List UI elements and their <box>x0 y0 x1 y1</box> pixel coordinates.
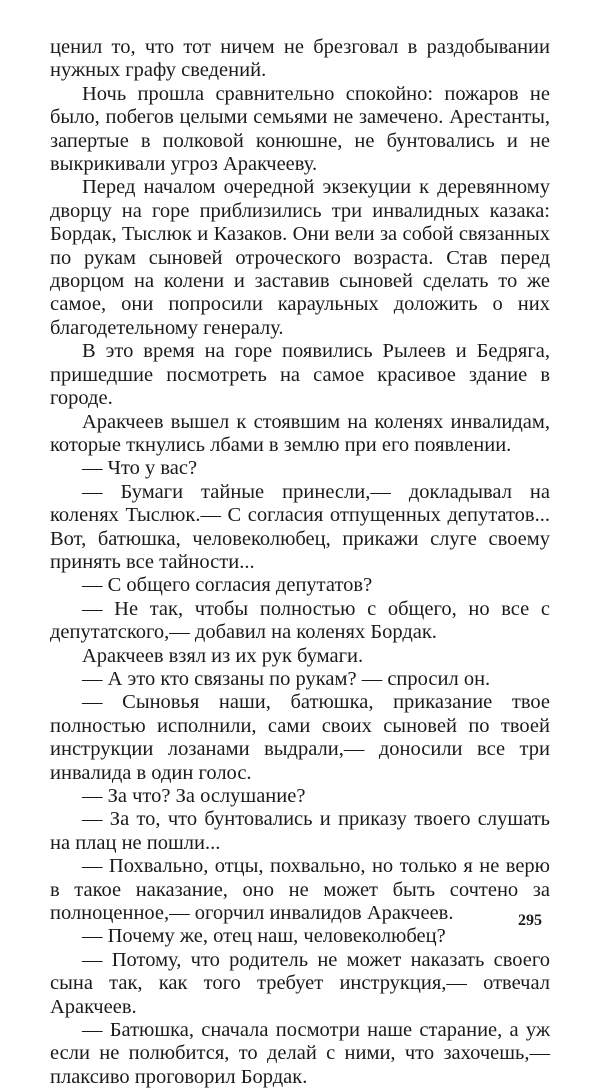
paragraph: Аракчеев взял из их рук бумаги. <box>82 644 364 667</box>
dialogue-line: — Почему же, отец наш, человеколюбец? <box>82 925 446 948</box>
paragraph: Перед началом очередной экзекуции к деревянному дворцу на горе приблизились три инвалидных казака: Бордак, Тыслюк и Казаков. Они вели за собой связанных по рукам сыновей отроческого возраста. Став перед дворцом на колени и заставив сыновей сделать то же самое, они попросили караульных доложить о них благодетельному генералу. <box>50 176 550 339</box>
dialogue-line: — Похвально, отцы, похвально, но только я не верю в такое наказание, оно не может быть сочтено за полноценное,— огорчил инвалидов Аракчеев. <box>50 855 550 925</box>
dialogue-line: — Что у вас? <box>82 457 198 480</box>
dialogue-line: — Сыновья наши, батюшка, приказание твое полностью исполнили, сами своих сыновей по твоей инструкции лозанами выдрали,— доносили все три инвалида в один голос. <box>50 691 550 784</box>
paragraph: В это время на горе появились Рылеев и Бедряга, пришедшие посмотреть на самое красивое здание в городе. <box>50 340 550 410</box>
dialogue-line: — А это кто связаны по рукам? — спросил он. <box>82 667 491 690</box>
dialogue-line: — За что? За ослушание? <box>82 785 306 807</box>
dialogue-line: — За то, что бунтовались и приказу твоего слушать на плац не пошли... <box>50 808 550 854</box>
page-number: 295 <box>518 912 542 929</box>
paragraph: ценил то, что тот ничем не брезговал в раздобывании нужных графу сведений. <box>50 36 550 82</box>
dialogue-line: — Батюшка, сначала посмотри наше старание, а уж если не полюбится, то делай с ними, что захочешь,— плаксиво проговорил Бордак. <box>50 1019 550 1088</box>
dialogue-line: — Потому, что родитель не может наказать своего сына так, как того требует инструкция,— отвечал Аракчеев. <box>50 948 550 1018</box>
dialogue-line: — С общего согласия депутатов? <box>82 574 373 597</box>
paragraph: Ночь прошла сравнительно спокойно: пожаров не было, побегов целыми семьями не замечено. Арестанты, запертые в полковой конюшне, не бунтовались и не выкрикивали угроз Аракчееву. <box>50 82 550 176</box>
body-text <box>50 36 550 1089</box>
paragraph: Аракчеев вышел к стоявшим на коленях инвалидам, которые ткнулись лбами в землю при его появлении. <box>50 410 550 456</box>
dialogue-line: — Бумаги тайные принесли,— докладывал на коленях Тыслюк.— С согласия отпущенных депутатов... Вот, батюшка, человеколюбец, прикажи слуге своему принять все тайности... <box>50 480 550 573</box>
dialogue-line: — Не так, чтобы полностью с общего, но все с депутатского,— добавил на коленях Бордак. <box>50 597 550 644</box>
